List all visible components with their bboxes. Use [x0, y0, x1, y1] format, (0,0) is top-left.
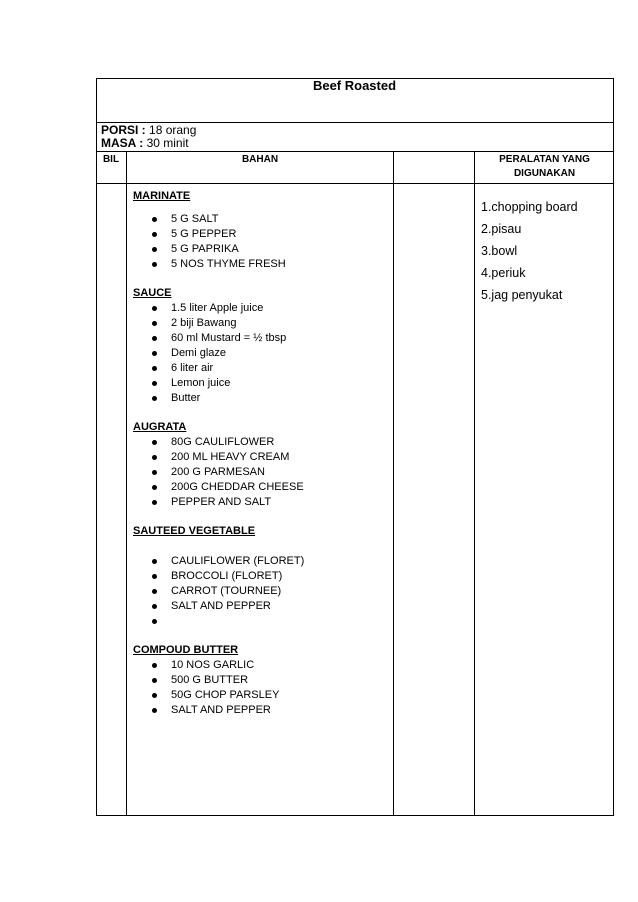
list-item: PEPPER AND SALT [133, 495, 383, 510]
serving-info [101, 124, 196, 150]
bullet-icon [152, 619, 157, 624]
tool-item: 2.pisau [481, 222, 522, 236]
bullet-icon [152, 663, 157, 668]
marinate-list [133, 212, 383, 272]
list-item: 10 NOS GARLIC [133, 658, 383, 673]
list-item: 2 biji Bawang [133, 316, 383, 331]
bullet-icon [152, 336, 157, 341]
header-peralatan [475, 153, 614, 181]
bullet-icon [152, 396, 157, 401]
list-item: 5 G PEPPER [133, 227, 383, 242]
bullet-icon [152, 351, 157, 356]
list-item [133, 614, 383, 629]
bullet-icon [152, 470, 157, 475]
divider-info [96, 151, 614, 152]
list-item: CAULIFLOWER (FLORET) [133, 554, 383, 569]
list-item: 50G CHOP PARSLEY [133, 688, 383, 703]
tool-item: 3.bowl [481, 244, 518, 258]
bullet-icon [152, 604, 157, 609]
bullet-icon [152, 321, 157, 326]
bullet-icon [152, 381, 157, 386]
col-divider-peralatan [474, 151, 475, 816]
section-title-marinate: MARINATE [133, 190, 191, 202]
list-item: 5 G SALT [133, 212, 383, 227]
list-item: 200 G PARMESAN [133, 465, 383, 480]
bullet-icon [152, 455, 157, 460]
bullet-icon [152, 589, 157, 594]
bullet-icon [152, 485, 157, 490]
bullet-icon [152, 693, 157, 698]
bullet-icon [152, 708, 157, 713]
divider-header [96, 183, 614, 184]
section-title-sauteed-vegetable: SAUTEED VEGETABLE [133, 525, 256, 537]
tool-item: 4.periuk [481, 266, 526, 280]
list-item: 6 liter air [133, 361, 383, 376]
list-item: SALT AND PEPPER [133, 599, 383, 614]
tools-column [481, 196, 578, 306]
list-item: 5 NOS THYME FRESH [133, 257, 383, 272]
col-divider-bahan [393, 151, 394, 816]
header-bil: BIL [102, 154, 120, 165]
section-title-compoud-butter: COMPOUD BUTTER [133, 644, 239, 656]
list-item: 60 ml Mustard = ½ tbsp [133, 331, 383, 346]
tool-item: 1.chopping board [481, 200, 578, 214]
list-item: Demi glaze [133, 346, 383, 361]
list-item: 200G CHEDDAR CHEESE [133, 480, 383, 495]
porsi-value: 18 orang [149, 123, 197, 137]
bullet-icon [152, 247, 157, 252]
section-title-sauce: SAUCE [133, 287, 172, 299]
list-item: SALT AND PEPPER [133, 703, 383, 718]
bullet-icon [152, 217, 157, 222]
header-peralatan-line1: PERALATAN YANG [499, 154, 590, 165]
header-bahan: BAHAN [241, 154, 279, 165]
compoud-butter-list [133, 658, 383, 718]
list-item: 80G CAULIFLOWER [133, 435, 383, 450]
bullet-icon [152, 366, 157, 371]
bullet-icon [152, 500, 157, 505]
sauce-list [133, 301, 383, 406]
augrata-list [133, 435, 383, 510]
masa-label: MASA : [101, 136, 144, 150]
masa-value: 30 minit [146, 136, 189, 150]
list-item: 1.5 liter Apple juice [133, 301, 383, 316]
masa-line [101, 137, 196, 150]
col-divider-bil [126, 151, 127, 816]
list-item: 5 G PAPRIKA [133, 242, 383, 257]
tool-item: 5.jag penyukat [481, 288, 563, 302]
bullet-icon [152, 678, 157, 683]
list-item: 200 ML HEAVY CREAM [133, 450, 383, 465]
bullet-icon [152, 559, 157, 564]
sauteed-vegetable-list [133, 554, 383, 629]
bullet-icon [152, 440, 157, 445]
list-item: CARROT (TOURNEE) [133, 584, 383, 599]
section-title-augrata: AUGRATA [133, 421, 187, 433]
header-peralatan-line2: DIGUNAKAN [513, 168, 576, 179]
recipe-title: Beef Roasted [312, 78, 397, 93]
list-item: BROCCOLI (FLORET) [133, 569, 383, 584]
list-item: Butter [133, 391, 383, 406]
bullet-icon [152, 306, 157, 311]
bullet-icon [152, 232, 157, 237]
list-item: 500 G BUTTER [133, 673, 383, 688]
list-item: Lemon juice [133, 376, 383, 391]
porsi-label: PORSI : [101, 123, 146, 137]
bullet-icon [152, 262, 157, 267]
ingredients-column [133, 189, 383, 718]
bullet-icon [152, 574, 157, 579]
